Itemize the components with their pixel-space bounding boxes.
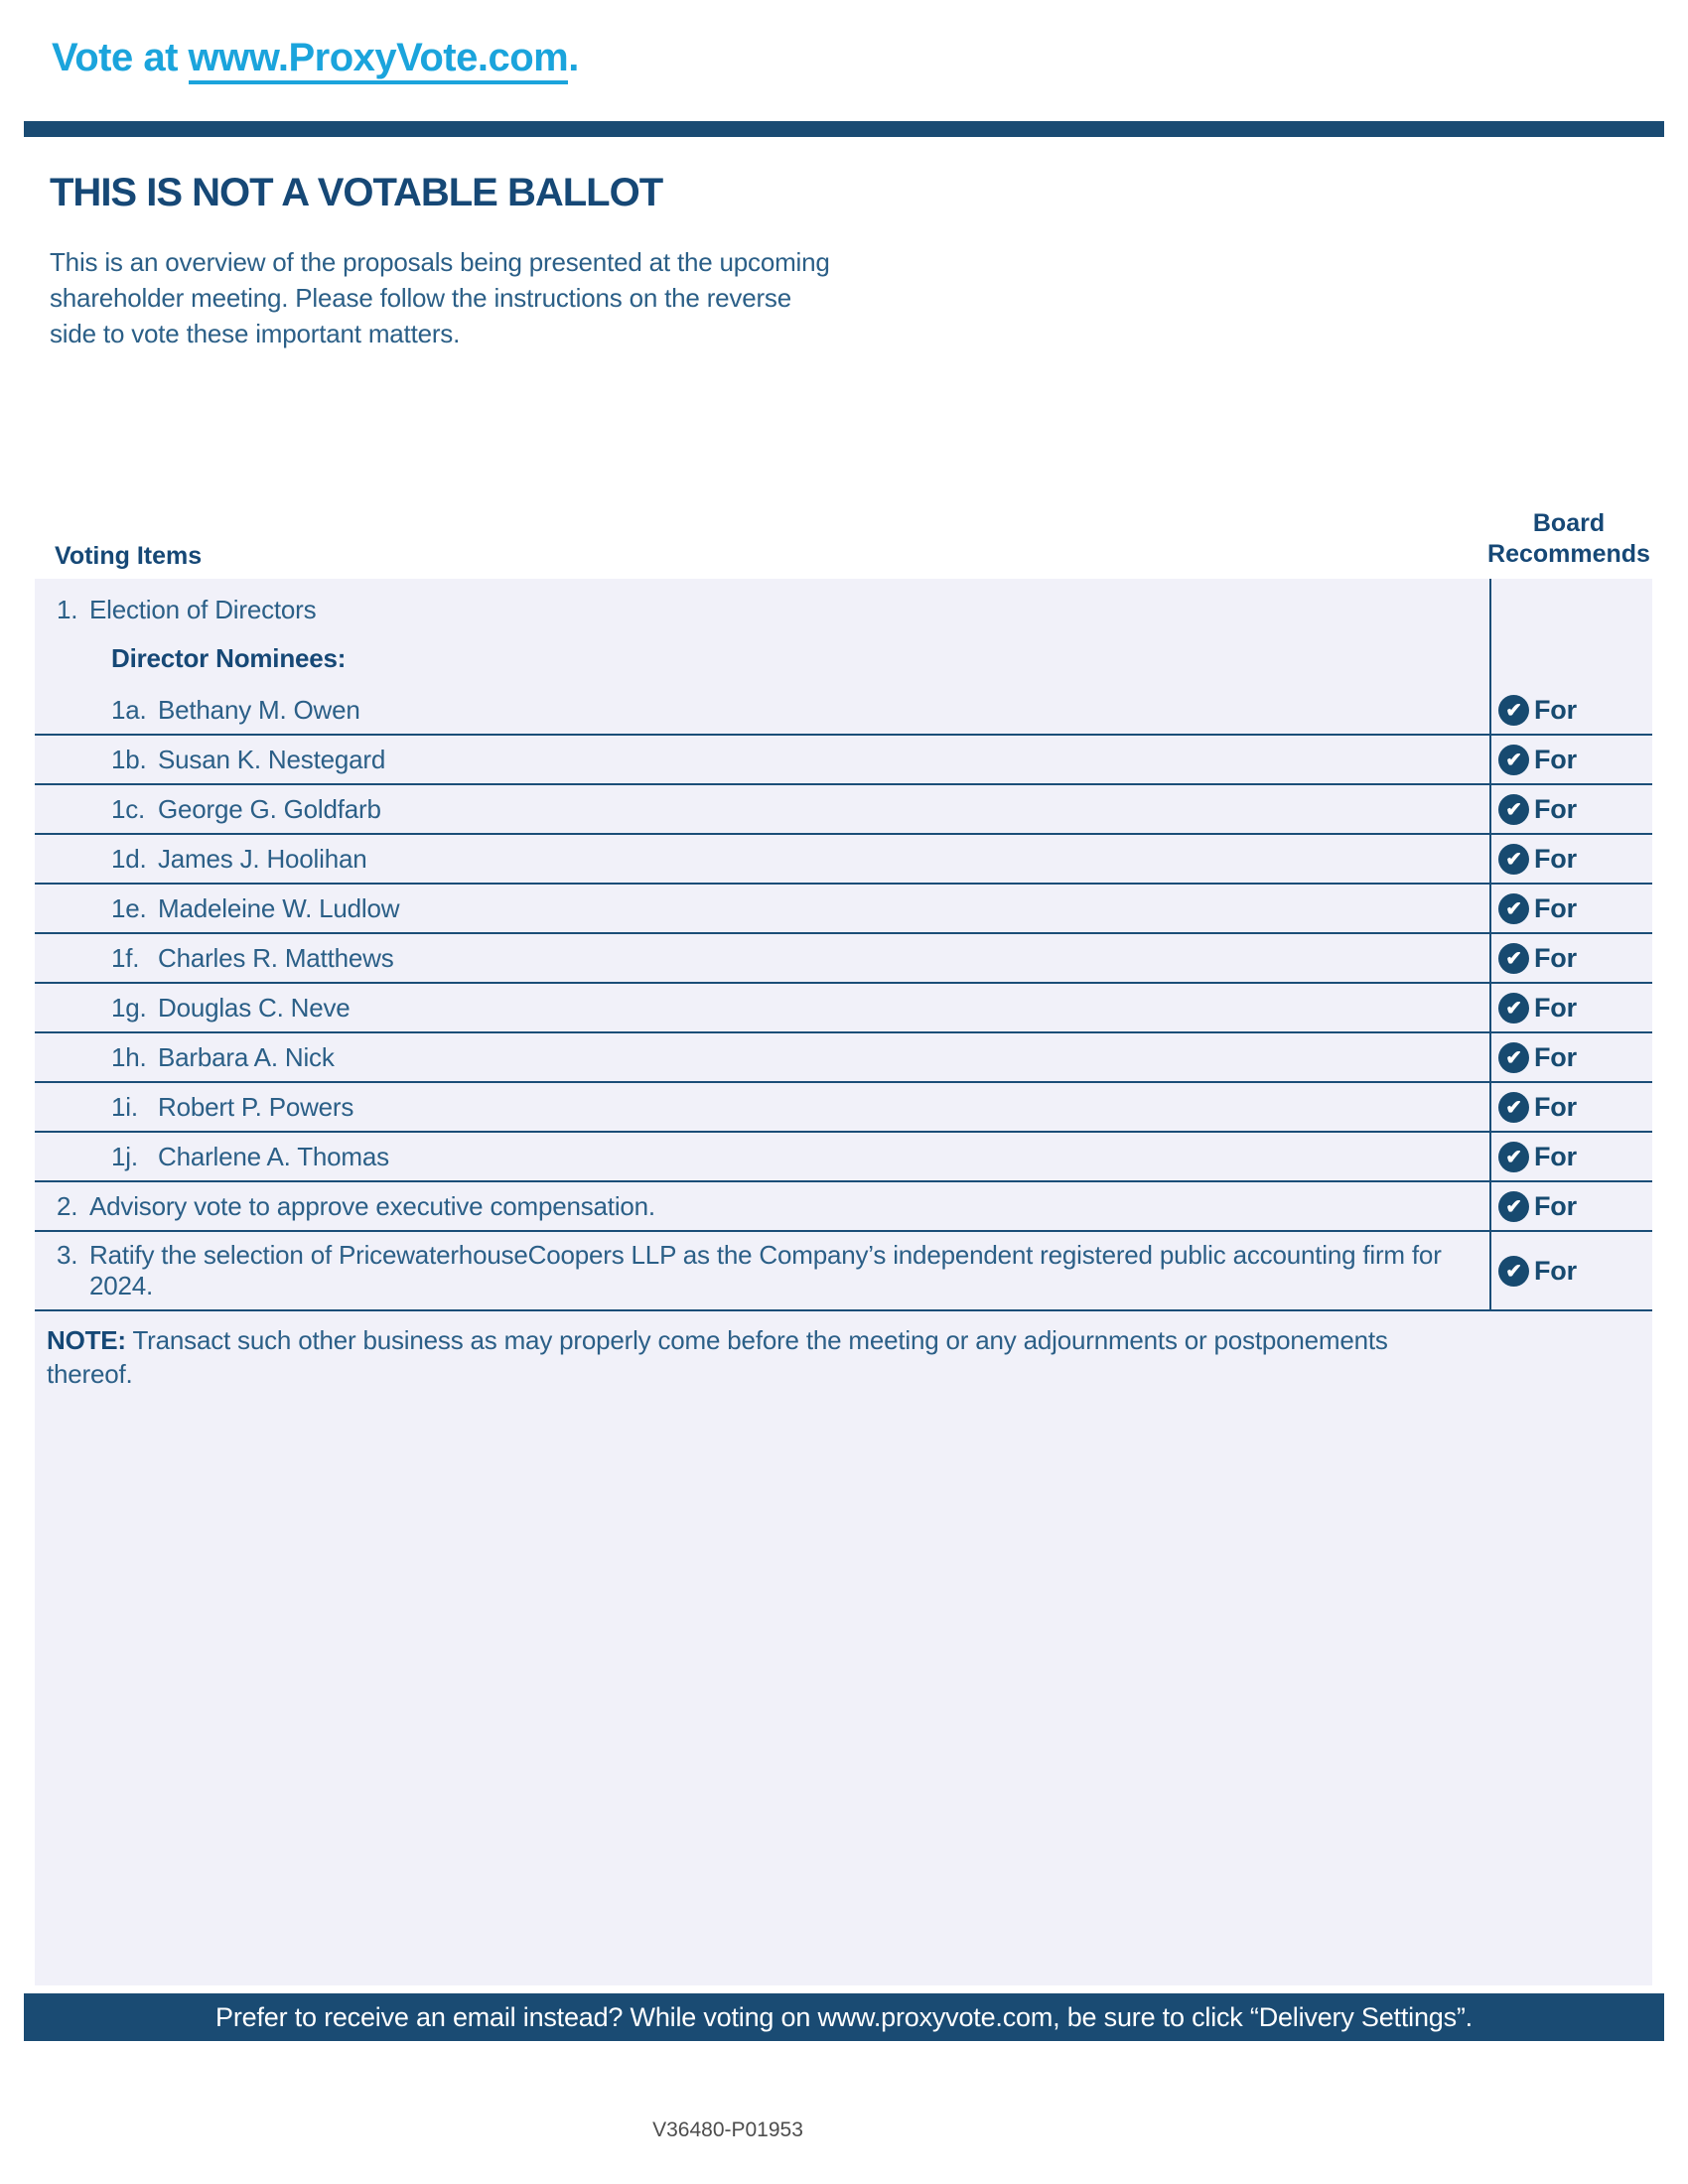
recommend-label: For [1534,694,1577,725]
check-circle-icon: ✔ [1498,993,1529,1024]
note-text: Transact such other business as may properly come before the meeting or any adjournments or postponements thereof. [47,1325,1388,1389]
item3-recommend-cell [1489,1232,1652,1309]
nominee-name: Susan K. Nestegard [158,744,386,774]
nominee-row [35,736,1652,785]
email-banner-text: Prefer to receive an email instead? While voting on www.proxyvote.com, be sure to click “Delivery Settings”. [215,2001,1473,2032]
recommend-label: For [1534,892,1577,923]
form-code: V36480-P01953 [652,2118,803,2141]
voting-items-table [35,579,1652,1985]
item1-number: 1. [57,595,78,624]
top-rule-bar [24,121,1664,137]
nominee-row [35,785,1652,835]
recommend-label: For [1534,1255,1577,1286]
vote-header-suffix: . [568,36,579,79]
check-circle-icon: ✔ [1498,1092,1529,1123]
nominee-label: 1i. [111,1091,138,1122]
check-circle-icon: ✔ [1498,794,1529,825]
nominee-name: Charlene A. Thomas [158,1141,389,1171]
board-recommends-header [1479,508,1658,570]
item2-number: 2. [57,1190,78,1221]
check-circle-icon: ✔ [1498,695,1529,726]
vote-header [52,36,579,80]
page-title: THIS IS NOT A VOTABLE BALLOT [50,171,663,214]
recommend-label: For [1534,1190,1577,1221]
nominee-recommend-cell [1489,785,1652,833]
item1-recommend-cell [1489,579,1652,686]
item3-text: Ratify the selection of PricewaterhouseCoopers LLP as the Company’s independent registered public accounting firm for 2024. [89,1240,1442,1300]
proxyvote-link[interactable]: www.ProxyVote.com [189,36,569,84]
item3-row [35,1232,1652,1311]
item2-text: Advisory vote to approve executive compensation. [89,1190,655,1221]
nominee-label: 1b. [111,744,147,774]
item2-row [35,1182,1652,1232]
nominee-recommend-cell [1489,934,1652,982]
nominee-label: 1a. [111,694,147,725]
recommend-label: For [1534,1041,1577,1072]
nominee-name: Madeleine W. Ludlow [158,892,400,923]
nominee-recommend-cell [1489,736,1652,783]
nominee-label: 1f. [111,942,140,973]
recommend-label: For [1534,793,1577,824]
director-nominees-heading: Director Nominees: [111,643,347,673]
nominee-name: George G. Goldfarb [158,793,381,824]
check-circle-icon: ✔ [1498,745,1529,775]
item1-title: Election of Directors [89,595,317,624]
table-empty-area [35,1391,1652,1985]
nominee-row [35,1033,1652,1083]
nominee-recommend-cell [1489,984,1652,1031]
intro-paragraph: This is an overview of the proposals being presented at the upcoming shareholder meeting. Please follow the instructions on the reverse side to vote these important matters. [50,247,830,348]
check-circle-icon: ✔ [1498,943,1529,974]
nominee-label: 1d. [111,843,147,874]
recommend-label: For [1534,992,1577,1023]
item2-recommend-cell [1489,1182,1652,1230]
nominee-name: Robert P. Powers [158,1091,354,1122]
nominee-recommend-cell [1489,835,1652,883]
check-circle-icon: ✔ [1498,893,1529,924]
check-circle-icon: ✔ [1498,1256,1529,1287]
nominee-label: 1e. [111,892,147,923]
nominee-row [35,885,1652,934]
item1-section [35,579,1652,686]
nominee-recommend-cell [1489,1033,1652,1081]
nominee-recommend-cell [1489,686,1652,734]
nominee-label: 1g. [111,992,147,1023]
nominee-label: 1c. [111,793,146,824]
item3-number: 3. [57,1240,78,1270]
recommend-label: For [1534,1141,1577,1171]
nominee-name: Barbara A. Nick [158,1041,335,1072]
nominee-row [35,835,1652,885]
nominee-row [35,984,1652,1033]
nominee-recommend-cell [1489,1133,1652,1180]
note-label: NOTE: [47,1325,126,1355]
check-circle-icon: ✔ [1498,1191,1529,1222]
nominee-label: 1j. [111,1141,138,1171]
voting-items-header: Voting Items [55,542,203,570]
vote-header-prefix: Vote at [52,36,189,79]
email-banner [24,1993,1664,2041]
note-row [35,1311,1455,1391]
nominee-recommend-cell [1489,885,1652,932]
recommend-label: For [1534,1091,1577,1122]
nominee-recommend-cell [1489,1083,1652,1131]
check-circle-icon: ✔ [1498,1042,1529,1073]
nominee-row [35,686,1652,736]
recommend-label: For [1534,843,1577,874]
nominee-name: Douglas C. Neve [158,992,351,1023]
check-circle-icon: ✔ [1498,1142,1529,1172]
nominee-name: Charles R. Matthews [158,942,394,973]
recommend-label: For [1534,942,1577,973]
nominee-label: 1h. [111,1041,147,1072]
board-recommends-line2: Recommends [1487,540,1650,568]
nominee-row [35,1133,1652,1182]
nominee-name: James J. Hoolihan [158,843,367,874]
nominee-name: Bethany M. Owen [158,694,360,725]
nominee-row [35,1083,1652,1133]
check-circle-icon: ✔ [1498,844,1529,875]
nominee-row [35,934,1652,984]
board-recommends-line1: Board [1532,509,1606,537]
recommend-label: For [1534,744,1577,774]
